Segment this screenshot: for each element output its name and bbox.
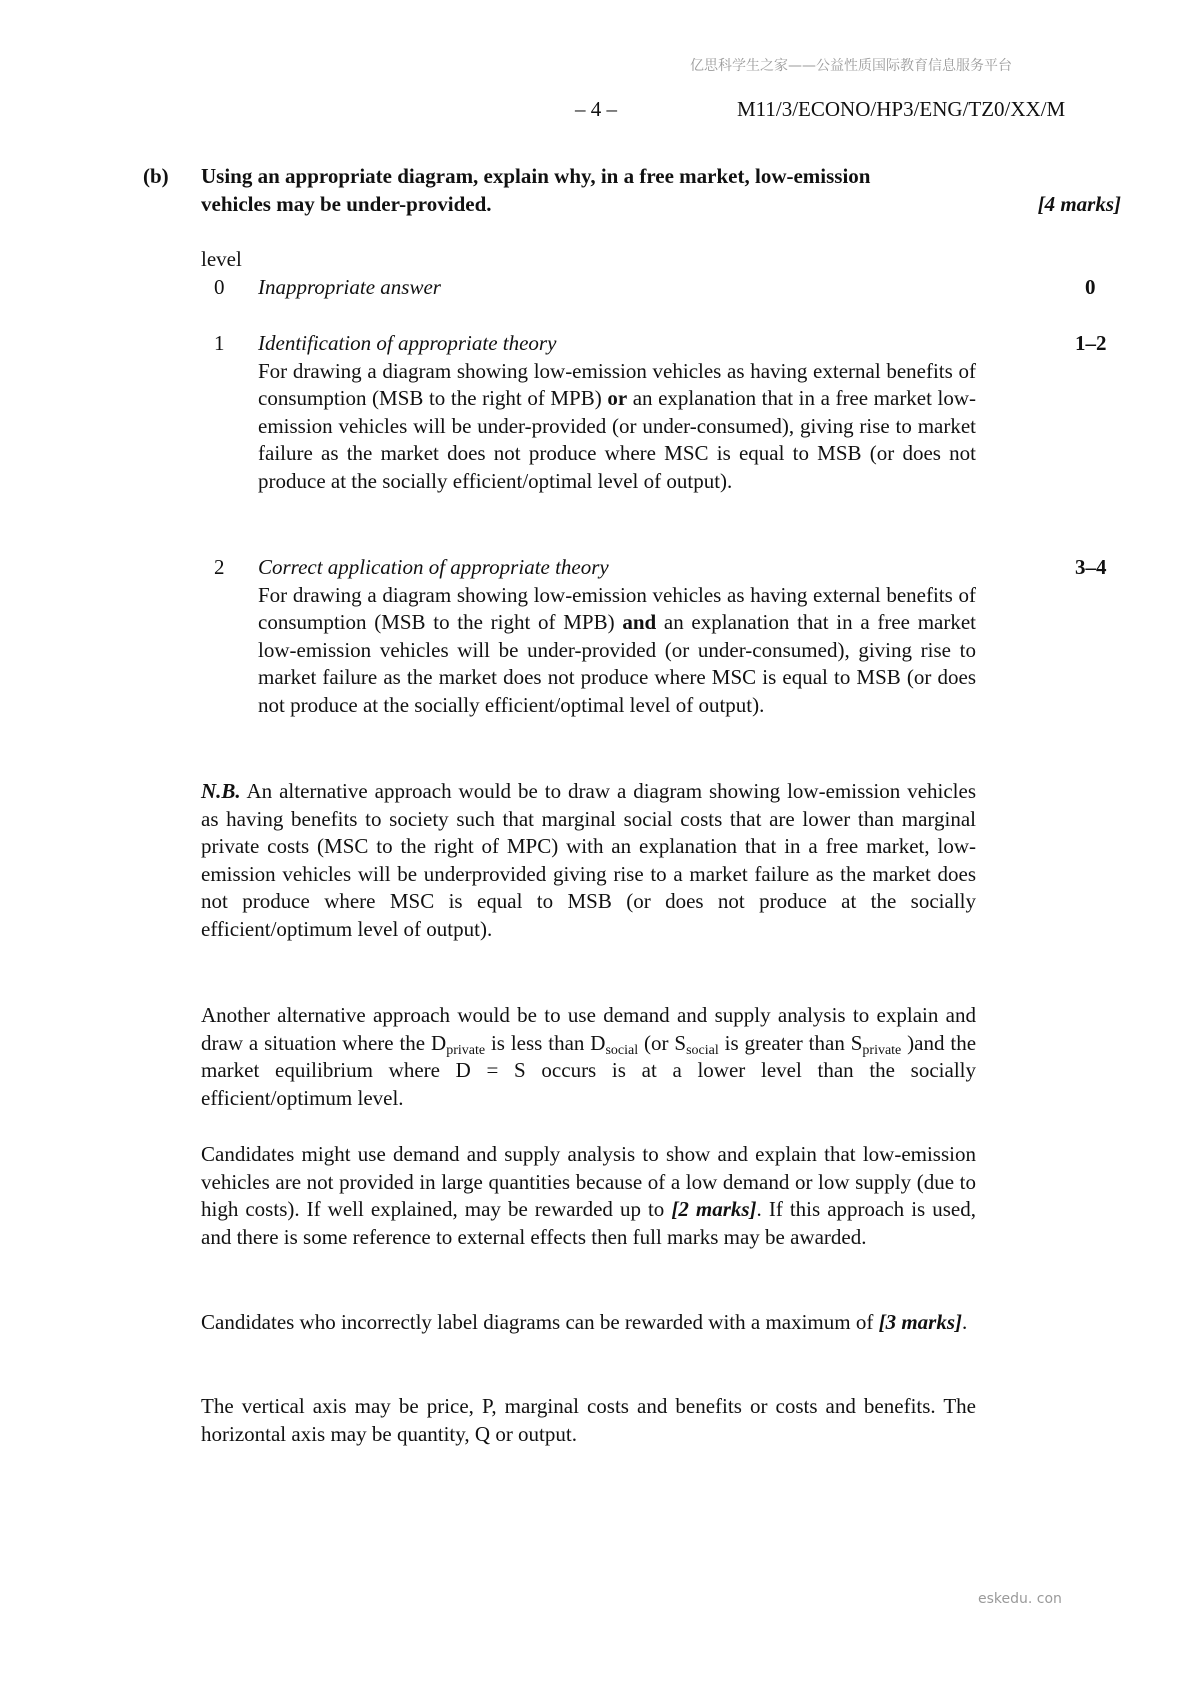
level-1-marks: 1–2 xyxy=(1075,331,1107,355)
watermark-top: 亿思科学生之家——公益性质国际教育信息服务平台 xyxy=(690,58,1012,74)
level-1-number: 1 xyxy=(214,331,225,355)
question-marks: [4 marks] xyxy=(1037,192,1121,216)
candidates-demand-supply-paragraph: Candidates might use demand and supply analysis to show and explain that low-emission vehicles are not provided in large quantities because of a low demand or low supply (due to high costs). If well explained, may be rewarded up to [2 marks]. If this approach is used, and there is some reference to external effects then full marks may be awarded. xyxy=(201,1142,976,1249)
level-2-number: 2 xyxy=(214,555,225,579)
page-number: – 4 – xyxy=(575,97,617,121)
question-label: (b) xyxy=(143,164,169,188)
level-1-block xyxy=(258,330,976,495)
level-2-title: Correct application of appropriate theory xyxy=(258,555,609,579)
level-heading: level xyxy=(201,247,242,271)
candidates-label-paragraph: Candidates who incorrectly label diagrams can be rewarded with a maximum of [3 marks]. xyxy=(201,1310,968,1334)
level-1-description: For drawing a diagram showing low-emission vehicles as having external benefits of consumption (MSB to the right of MPB) or an explanation that in a free market low-emission vehicles will be under-provided (or under-consumed), giving rise to market failure as the market does not produce where MSC is equal to MSB (or does not produce at the socially efficient/optimal level of output). xyxy=(258,358,977,493)
level-2-marks: 3–4 xyxy=(1075,555,1107,579)
level-0-title: Inappropriate answer xyxy=(258,275,441,299)
axes-paragraph: The vertical axis may be price, P, marginal costs and benefits or costs and benefits. The horizontal axis may be quantity, Q or output. xyxy=(201,1394,976,1446)
alternative-approach-paragraph: Another alternative approach would be to use demand and supply analysis to explain and draw a situation where the $D_{private}$ is less than $D_{social}$ (or $S_{social}$ is greater than $S_{private}$ )and the market equilibrium where D = S occurs is at a lower level than the socially efficient/optimum level. xyxy=(201,1003,977,1110)
level-0-marks: 0 xyxy=(1085,275,1096,299)
nb-label: N.B. xyxy=(201,779,241,803)
document-code: M11/3/ECONO/HP3/ENG/TZ0/XX/M xyxy=(737,97,1066,121)
question-line-1: Using an appropriate diagram, explain why, in a free market, low-emission xyxy=(201,164,871,188)
question-line-2: vehicles may be under-provided. xyxy=(201,192,492,216)
level-2-description: For drawing a diagram showing low-emission vehicles as having external benefits of consumption (MSB to the right of MPB) and an explanation that in a free market low-emission vehicles will be under-provided (or under-consumed), giving rise to market failure as the market does not produce where MSC is equal to MSB (or does not produce at the socially efficient/optimal level of output). xyxy=(258,582,976,717)
watermark-bottom: eskedu. con xyxy=(978,1591,1062,1607)
level-1-title: Identification of appropriate theory xyxy=(258,331,557,355)
level-0-number: 0 xyxy=(214,275,225,299)
level-2-block xyxy=(258,554,976,719)
nb-paragraph: N.B. An alternative approach would be to draw a diagram showing low-emission vehicles as having benefits to society such that marginal social costs that are lower than marginal private costs (MSC to the right of MPC) with an explanation that in a free market, low-emission vehicles will be underprovided giving rise to a market failure as the market does not produce where MSC is equal to MSB (or does not produce at the socially efficient/optimum level of output). xyxy=(201,779,977,941)
